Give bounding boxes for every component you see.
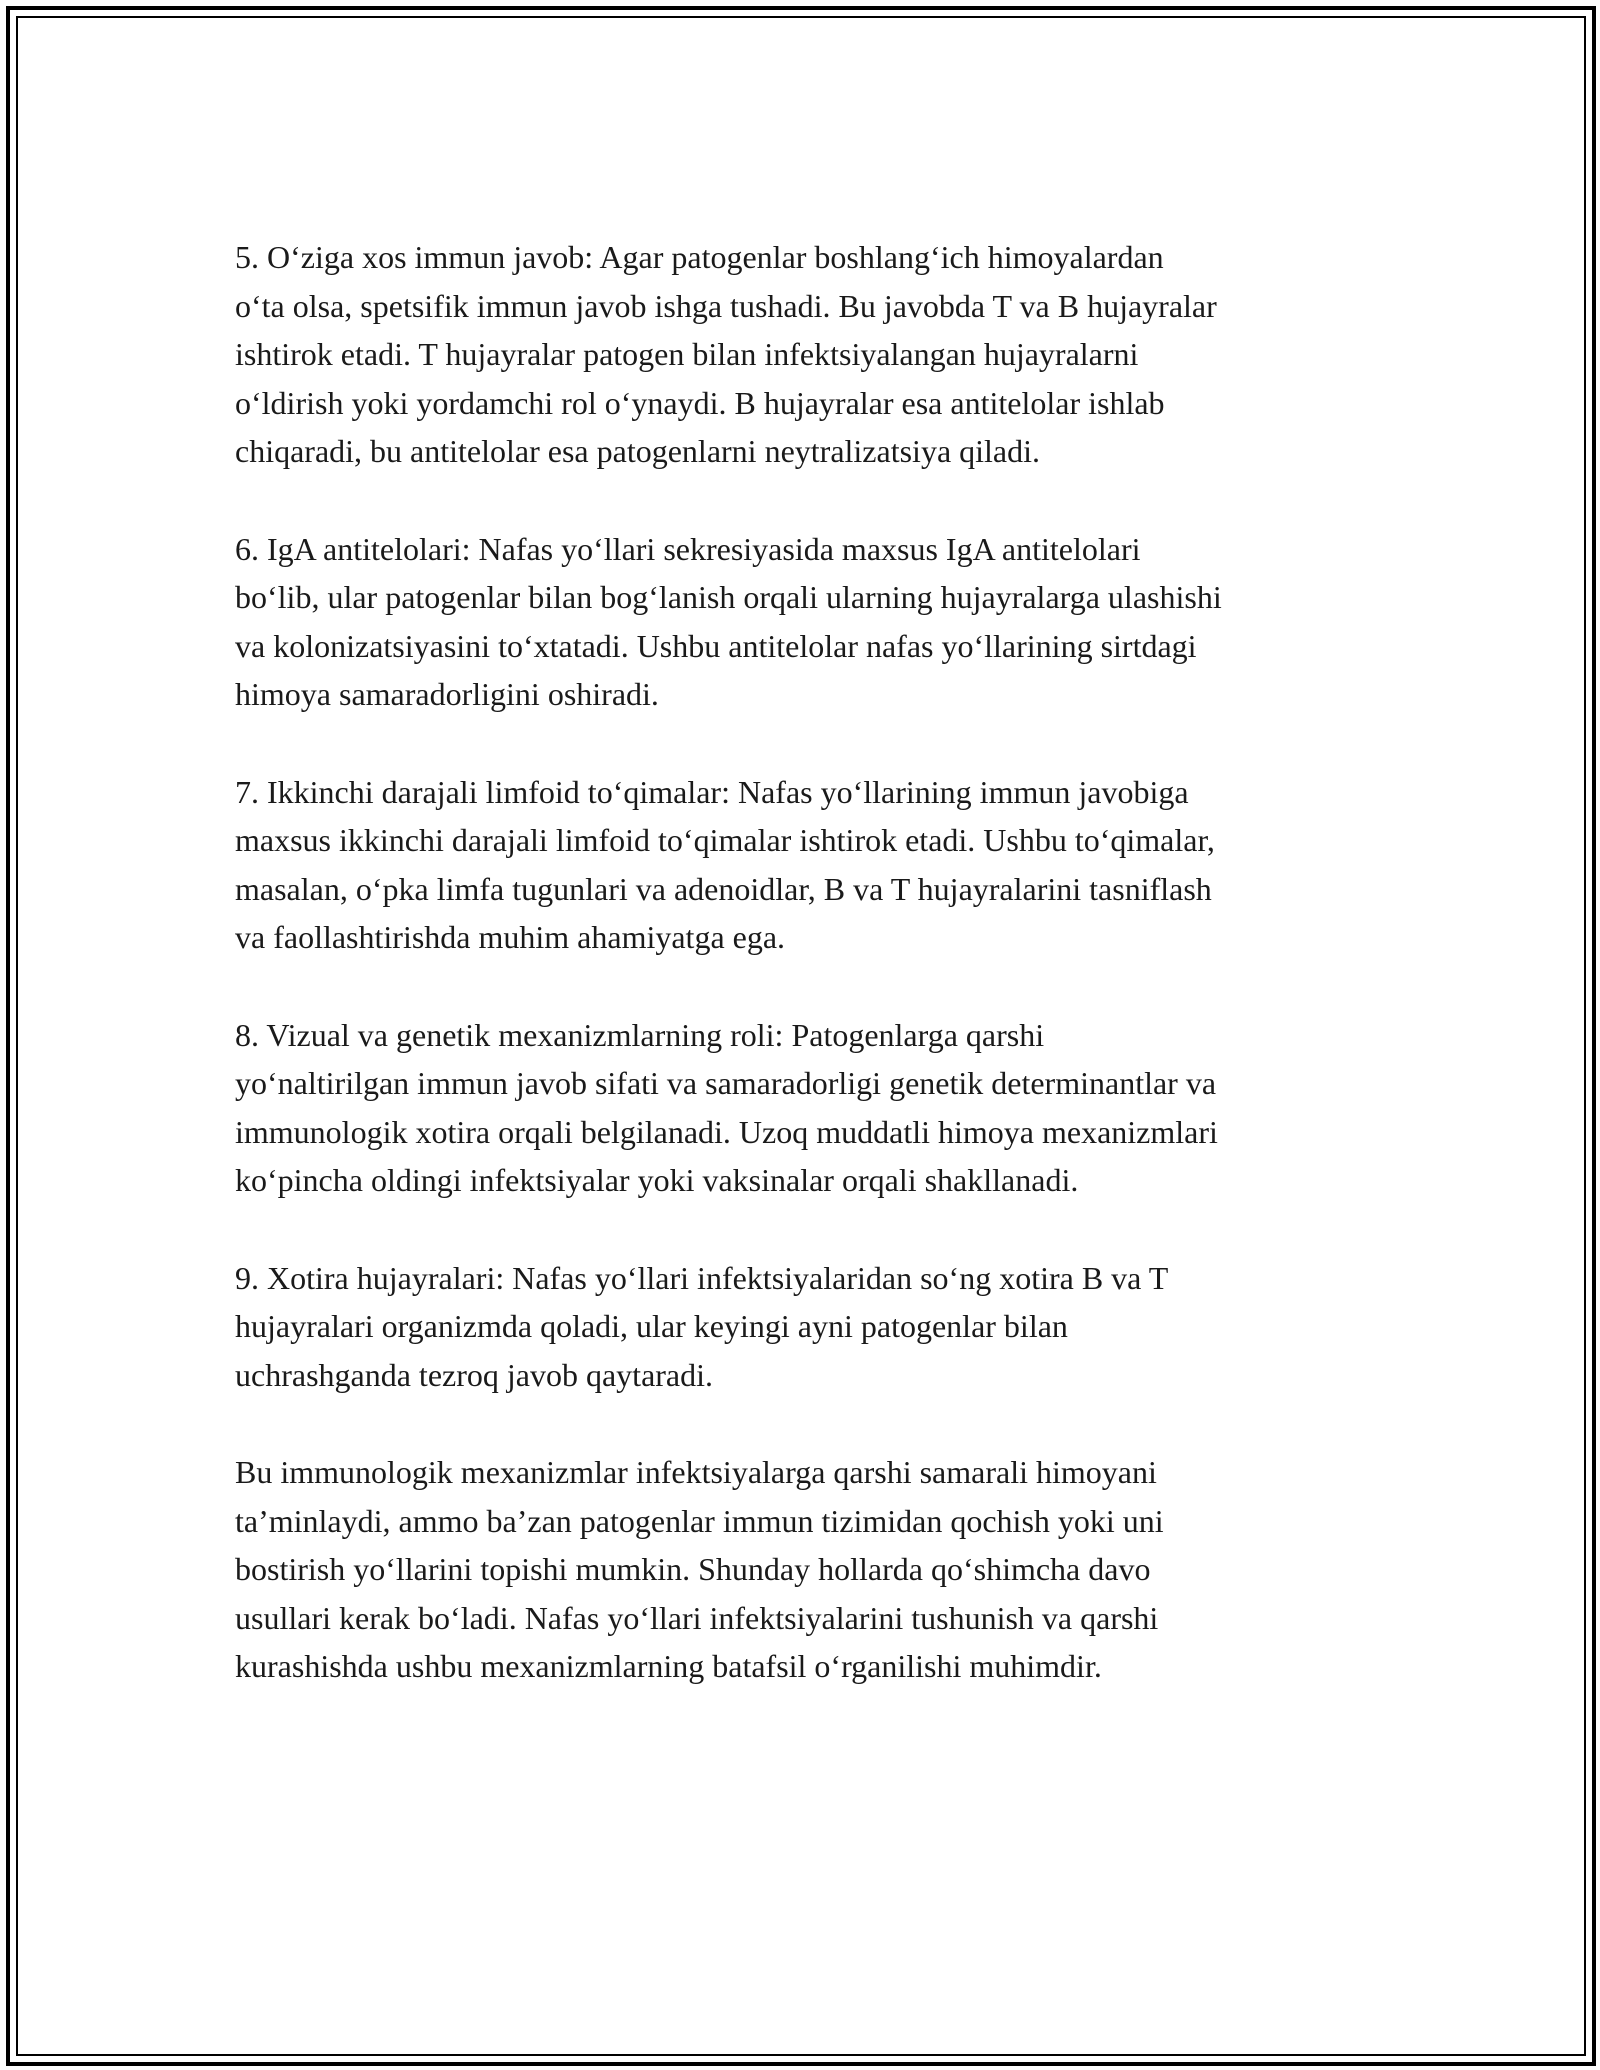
paragraph-8-genetic-mechanisms [235,1011,1375,1205]
text-line: 9. Xotira hujayralari: Nafas yo‘llari infektsiyalaridan so‘ng xotira B va T [235,1259,1169,1296]
text-line: kurashishda ushbu mexanizmlarning batafsil o‘rganilishi muhimdir. [235,1648,1102,1684]
document-body [235,233,1375,1740]
text-line: ishtirok etadi. T hujayralar patogen bilan infektsiyalangan hujayralarni [235,336,1139,372]
text-line: hujayralari organizmda qoladi, ular keyingi ayni patogenlar bilan [235,1308,1068,1344]
text-line: bo‘lib, ular patogenlar bilan bog‘lanish orqali ularning hujayralarga ulashishi [235,579,1222,615]
paragraph-6-iga-antibodies [235,525,1375,719]
paragraph-conclusion [235,1448,1375,1691]
text-line: immunologik xotira orqali belgilanadi. Uzoq muddatli himoya mexanizmlari [235,1113,1218,1150]
text-line: uchrashganda tezroq javob qaytaradi. [235,1356,714,1393]
text-line: Bu immunologik mexanizmlar infektsiyalarga qarshi samarali himoyani [235,1454,1157,1490]
paragraph-7-secondary-lymphoid-tissues [235,768,1375,962]
text-line: himoya samaradorligini oshiradi. [235,676,659,712]
text-line: ta’minlaydi, ammo ba’zan patogenlar immun tizimidan qochish yoki uni [235,1502,1164,1539]
text-line: bostirish yo‘llarini topishi mumkin. Shunday hollarda qo‘shimcha davo [235,1551,1151,1587]
paragraph-5-specific-immune-response [235,233,1375,476]
text-line: ko‘pincha oldingi infektsiyalar yoki vaksinalar orqali shakllanadi. [235,1162,1079,1198]
text-line: maxsus ikkinchi darajali limfoid to‘qimalar ishtirok etadi. Ushbu to‘qimalar, [235,822,1215,858]
text-line: 5. O‘ziga xos immun javob: Agar patogenlar boshlang‘ich himoyalardan [235,239,1164,275]
text-line: va faollashtirishda muhim ahamiyatga ega. [235,919,786,955]
text-line: o‘ta olsa, spetsifik immun javob ishga tushadi. Bu javobda T va B hujayralar [235,287,1217,324]
text-line: 6. IgA antitelolari: Nafas yo‘llari sekresiyasida maxsus IgA antitelolari [235,530,1141,567]
text-line: 8. Vizual va genetik mexanizmlarning roli: Patogenlarga qarshi [235,1016,1045,1053]
paragraph-9-memory-cells [235,1254,1375,1400]
text-line: yo‘naltirilgan immun javob sifati va samaradorligi genetik determinantlar va [235,1065,1217,1101]
text-line: o‘ldirish yoki yordamchi rol o‘ynaydi. B hujayralar esa antitelolar ishlab [235,384,1165,421]
text-line: masalan, o‘pka limfa tugunlari va adenoidlar, B va T hujayralarini tasniflash [235,870,1212,907]
text-line: va kolonizatsiyasini to‘xtatadi. Ushbu antitelolar nafas yo‘llarining sirtdagi [235,627,1197,664]
text-line: usullari kerak bo‘ladi. Nafas yo‘llari infektsiyalarini tushunish va qarshi [235,1599,1159,1636]
text-line: chiqaradi, bu antitelolar esa patogenlarni neytralizatsiya qiladi. [235,433,1041,469]
text-line: 7. Ikkinchi darajali limfoid to‘qimalar: Nafas yo‘llarining immun javobiga [235,773,1189,810]
